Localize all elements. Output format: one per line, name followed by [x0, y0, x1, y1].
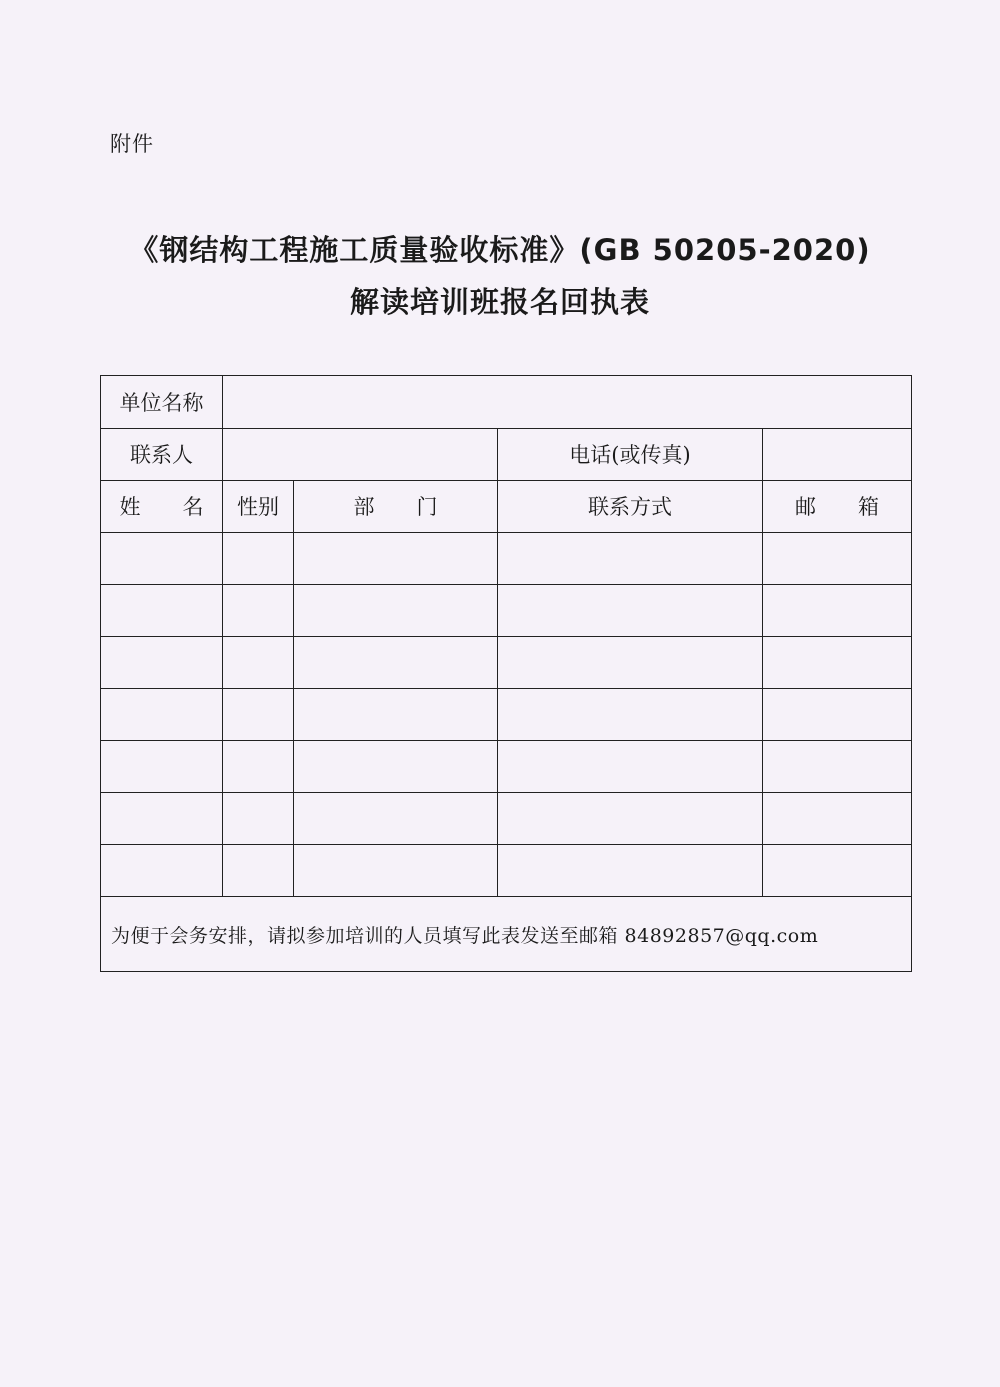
- phone-fax-field[interactable]: [763, 428, 911, 480]
- table-row[interactable]: [101, 585, 911, 636]
- column-header-contact: 联系方式: [588, 495, 672, 519]
- table-row[interactable]: [101, 533, 911, 584]
- table-row[interactable]: [101, 793, 911, 844]
- document-title-line-1: 《钢结构工程施工质量验收标准》(GB 50205-2020): [129, 233, 871, 267]
- submission-note: 为便于会务安排，请拟参加培训的人员填写此表发送至邮箱 84892857@qq.com: [111, 924, 819, 947]
- unit-name-label: 单位名称: [119, 391, 204, 415]
- column-header-name: 姓 名: [119, 495, 204, 519]
- annex-label: 附件: [110, 132, 154, 156]
- table-row[interactable]: [101, 741, 911, 792]
- contact-person-field[interactable]: [223, 428, 497, 480]
- table-row[interactable]: [101, 845, 911, 896]
- column-header-email: 邮 箱: [795, 495, 879, 519]
- table-row[interactable]: [101, 637, 911, 688]
- phone-fax-label: 电话(或传真): [569, 443, 691, 467]
- unit-name-field[interactable]: [223, 376, 911, 428]
- document-title-line-2: 解读培训班报名回执表: [349, 285, 650, 319]
- column-header-department: 部 门: [353, 495, 438, 519]
- table-row[interactable]: [101, 689, 911, 740]
- column-header-gender: 性别: [237, 495, 279, 519]
- contact-person-label: 联系人: [130, 443, 193, 467]
- registration-form-table: [100, 375, 912, 972]
